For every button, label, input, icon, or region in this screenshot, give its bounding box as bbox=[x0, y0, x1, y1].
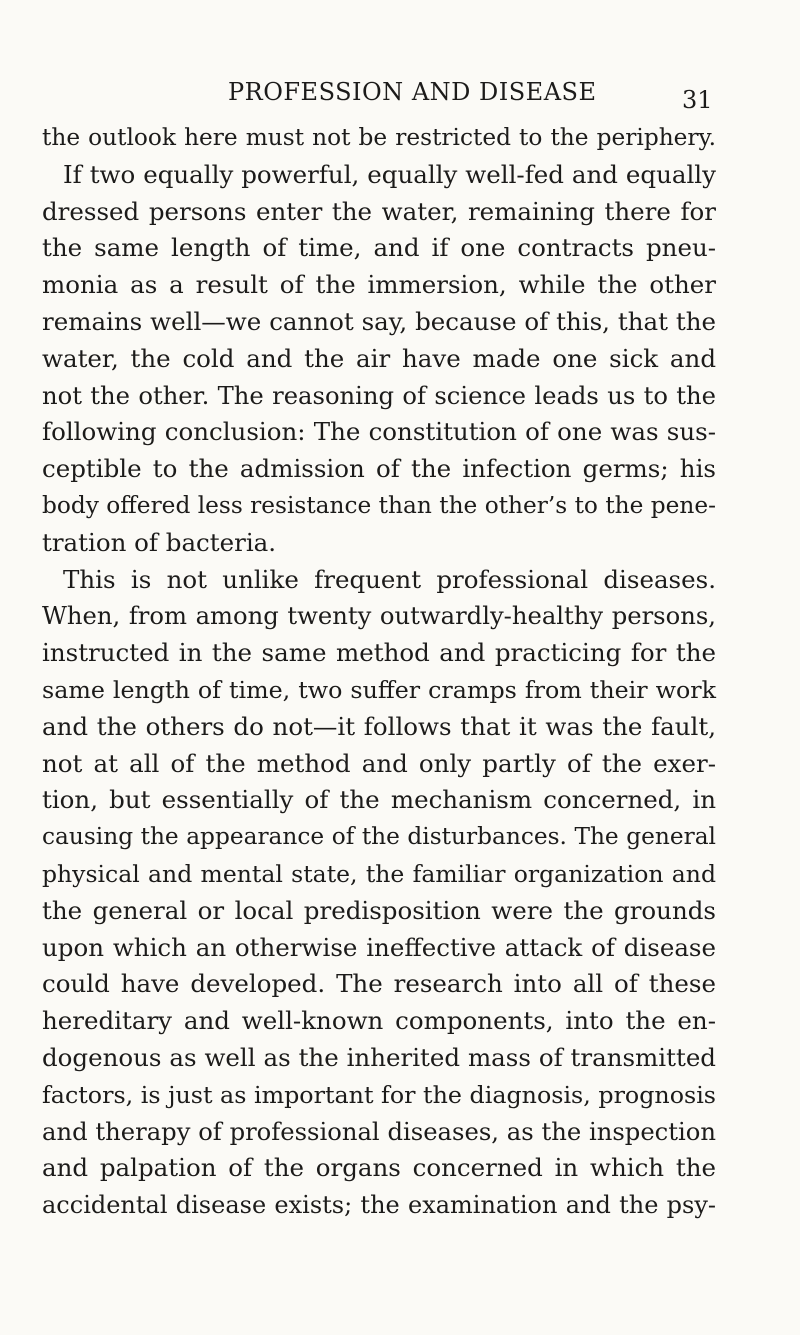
text-line: dogenous as well as the inherited mass of transmitted bbox=[42, 1042, 716, 1072]
text-line: not the other. The reasoning of science leads us to the bbox=[42, 380, 716, 410]
text-line: When, from among twenty outwardly-healthy persons, bbox=[42, 601, 716, 631]
text-line: same length of time, two suffer cramps from their work bbox=[42, 675, 716, 704]
text-line: the general or local predisposition were the grounds bbox=[42, 895, 716, 925]
text-line: instructed in the same method and practicing for the bbox=[42, 638, 716, 668]
text-line: body offered less resistance than the other’s to the pene- bbox=[42, 491, 717, 519]
text-line: could have developed. The research into all of these bbox=[42, 969, 716, 999]
text-line: and the others do not—it follows that it was the fault, bbox=[42, 711, 716, 741]
text-line: hereditary and well-known components, into the en- bbox=[42, 1006, 716, 1036]
page-number: 31 bbox=[682, 86, 713, 114]
text-line: factors, is just as important for the diagnosis, prognosis bbox=[42, 1080, 716, 1109]
text-line: following conclusion: The constitution of one was sus- bbox=[42, 417, 716, 447]
text-line: accidental disease exists; the examination and the psy- bbox=[42, 1191, 716, 1220]
text-line: water, the cold and the air have made one sick and bbox=[42, 343, 716, 373]
text-line: the same length of time, and if one contracts pneu- bbox=[42, 233, 716, 263]
text-line: remains well—we cannot say, because of this, that the bbox=[42, 306, 716, 336]
text-line: and therapy of professional diseases, as the inspection bbox=[42, 1116, 716, 1146]
text-line: monia as a result of the immersion, while the other bbox=[42, 270, 716, 300]
text-line: and palpation of the organs concerned in which the bbox=[42, 1153, 716, 1183]
text-line: ceptible to the admission of the infection germs; his bbox=[42, 454, 716, 484]
text-line: tion, but essentially of the mechanism concerned, in bbox=[42, 785, 716, 815]
body-text bbox=[42, 120, 716, 1224]
text-line: tration of bacteria. bbox=[42, 527, 277, 557]
text-line: causing the appearance of the disturbances. The general bbox=[42, 823, 716, 851]
text-line: upon which an otherwise ineffective attack of disease bbox=[42, 932, 716, 962]
text-line: If two equally powerful, equally well-fed and equally bbox=[63, 159, 716, 189]
text-line: dressed persons enter the water, remaining there for bbox=[42, 196, 716, 226]
text-line: physical and mental state, the familiar organization and bbox=[42, 859, 716, 888]
running-title: PROFESSION AND DISEASE bbox=[228, 78, 597, 106]
text-line: This is not unlike frequent professional diseases. bbox=[63, 564, 716, 594]
text-line: not at all of the method and only partly of the exer- bbox=[42, 748, 716, 778]
text-line: the outlook here must not be restricted to the periphery. bbox=[42, 124, 716, 151]
